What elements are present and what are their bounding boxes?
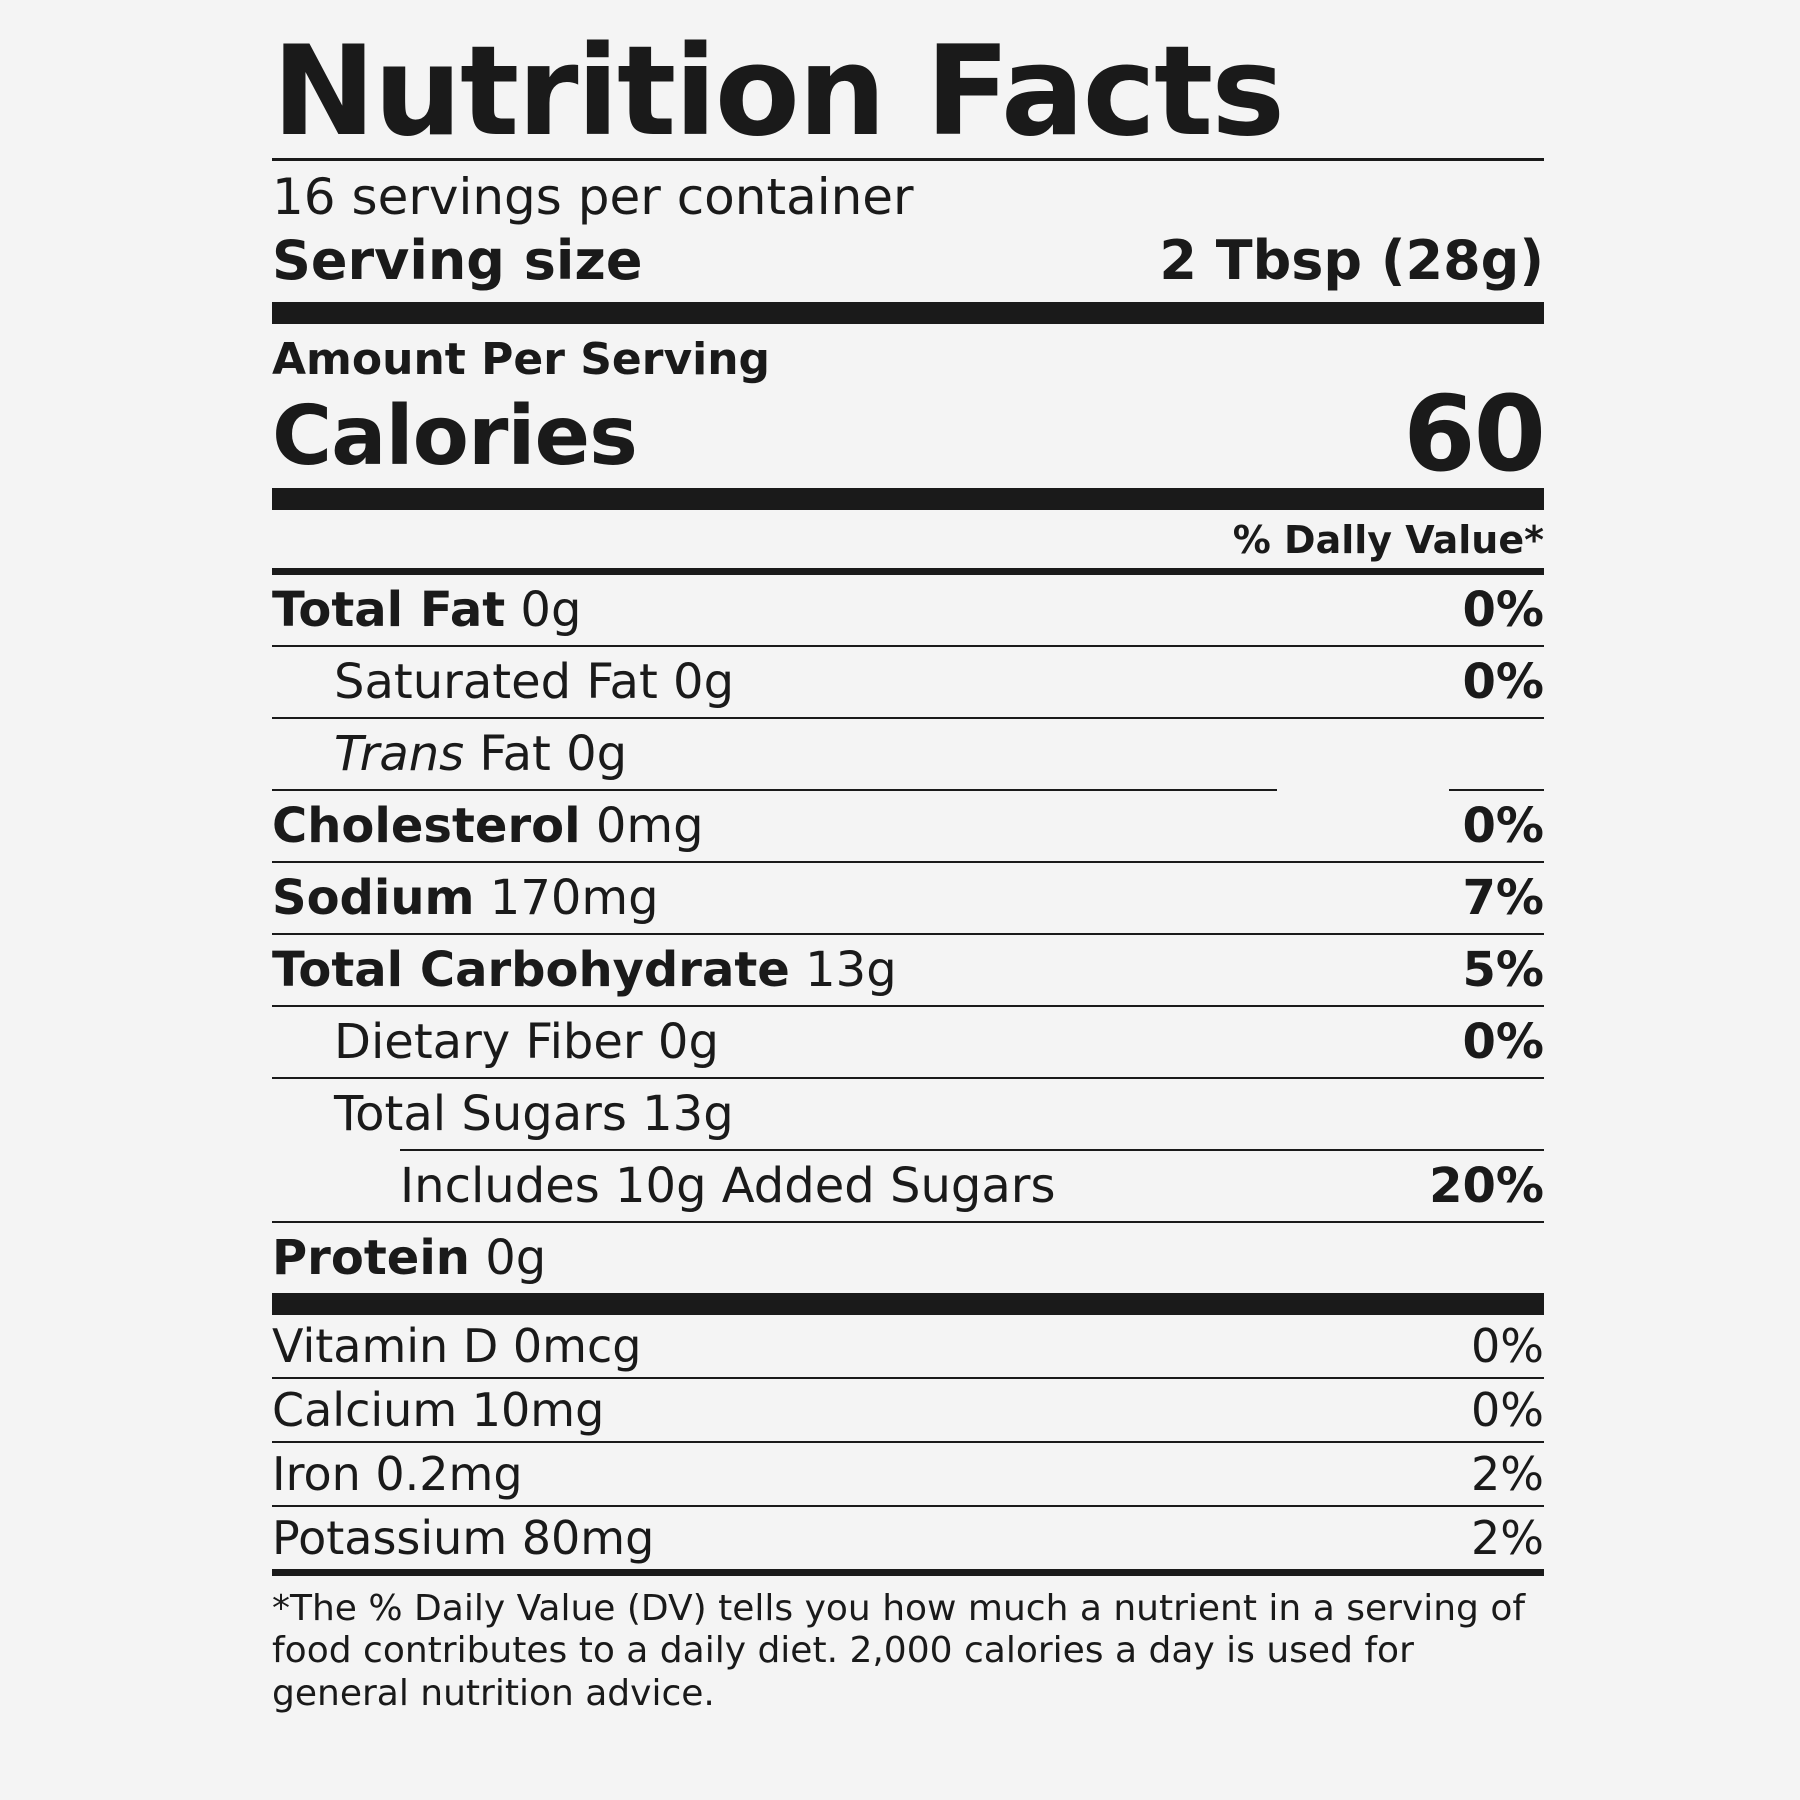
nutrient-name-protein bbox=[272, 1230, 546, 1286]
nutrient-row-protein bbox=[272, 1223, 1544, 1293]
nutrient-name-bold: Protein bbox=[272, 1229, 470, 1286]
micronutrient-name-vitamin-d: Vitamin D 0mcg bbox=[272, 1318, 642, 1373]
nutrient-name-rest: 0mg bbox=[580, 797, 704, 854]
nutrition-facts-label bbox=[272, 20, 1544, 1715]
micronutrient-pct-potassium: 2% bbox=[1471, 1510, 1544, 1565]
nutrient-name-sodium bbox=[272, 870, 659, 926]
nutrient-row-total-sugars bbox=[272, 1079, 1544, 1149]
micronutrient-pct-vitamin-d: 0% bbox=[1471, 1318, 1544, 1373]
micronutrient-row-vitamin-d bbox=[272, 1315, 1544, 1377]
nutrient-name-dietary-fiber: Dietary Fiber 0g bbox=[334, 1013, 719, 1070]
divider-row-right bbox=[1449, 789, 1544, 791]
divider-above-nutrients bbox=[272, 568, 1544, 575]
nutrient-name-bold: Cholesterol bbox=[272, 797, 581, 854]
nutrient-pct-dietary-fiber: 0% bbox=[1462, 1013, 1544, 1070]
nutrient-row-cholesterol bbox=[272, 791, 1544, 861]
nutrient-row-dietary-fiber bbox=[272, 1007, 1544, 1077]
nutrient-name-bold: Sodium bbox=[272, 869, 475, 926]
nutrient-pct-total-carbohydrate: 5% bbox=[1462, 941, 1544, 998]
label-title: Nutrition Facts bbox=[272, 20, 1284, 164]
nutrient-name-total-sugars: Total Sugars 13g bbox=[334, 1085, 734, 1142]
nutrient-name-added-sugars: Includes 10g Added Sugars bbox=[400, 1157, 1056, 1214]
micronutrient-row-iron bbox=[272, 1443, 1544, 1505]
nutrient-row-total-carbohydrate bbox=[272, 935, 1544, 1005]
trans-italic: Trans bbox=[334, 725, 465, 782]
nutrient-name-saturated-fat: Saturated Fat 0g bbox=[334, 653, 735, 710]
calories-value: 60 bbox=[1403, 373, 1544, 495]
amount-per-serving-label: Amount Per Serving bbox=[272, 334, 771, 385]
calories-label: Calories bbox=[272, 388, 637, 484]
micronutrient-pct-iron: 2% bbox=[1471, 1446, 1544, 1501]
nutrient-pct-total-fat: 0% bbox=[1462, 581, 1544, 638]
divider-row-left bbox=[272, 789, 1277, 791]
micronutrient-row-potassium bbox=[272, 1507, 1544, 1569]
nutrient-name-bold: Total Carbohydrate bbox=[272, 941, 790, 998]
nutrient-name-bold: Total Fat bbox=[272, 581, 506, 638]
nutrient-name-trans-fat bbox=[272, 726, 627, 782]
nutrient-name-rest: 0g bbox=[469, 1229, 547, 1286]
nutrient-row-saturated-fat bbox=[272, 647, 1544, 717]
nutrient-name-rest: 170mg bbox=[474, 869, 659, 926]
nutrient-row-sodium bbox=[272, 863, 1544, 933]
serving-size-value: 2 Tbsp (28g) bbox=[1159, 229, 1544, 292]
nutrient-row-added-sugars bbox=[272, 1151, 1544, 1221]
micronutrient-name-iron: Iron 0.2mg bbox=[272, 1446, 523, 1501]
nutrient-pct-saturated-fat: 0% bbox=[1462, 653, 1544, 710]
nutrient-pct-added-sugars: 20% bbox=[1429, 1157, 1544, 1214]
micronutrient-row-calcium bbox=[272, 1379, 1544, 1441]
divider-thick-top bbox=[272, 302, 1544, 324]
divider-thick-above-vitamins bbox=[272, 1293, 1544, 1315]
daily-value-header: % Dally Value* bbox=[1232, 517, 1544, 562]
nutrient-row-total-fat bbox=[272, 575, 1544, 645]
calories-row bbox=[272, 373, 1544, 495]
divider-above-footnote bbox=[272, 1569, 1544, 1576]
serving-size-label: Serving size bbox=[272, 229, 643, 292]
micronutrient-pct-calcium: 0% bbox=[1471, 1382, 1544, 1437]
nutrient-row-trans-fat bbox=[272, 719, 1544, 789]
nutrient-name-total-fat bbox=[272, 582, 581, 638]
nutrient-name-cholesterol bbox=[272, 798, 704, 854]
trans-rest: Fat 0g bbox=[464, 725, 628, 782]
nutrient-pct-cholesterol: 0% bbox=[1462, 797, 1544, 854]
micronutrient-name-calcium: Calcium 10mg bbox=[272, 1382, 605, 1437]
divider-thick-under-calories bbox=[272, 488, 1544, 510]
micronutrient-name-potassium: Potassium 80mg bbox=[272, 1510, 655, 1565]
servings-per-container: 16 servings per container bbox=[272, 168, 914, 226]
nutrient-name-rest: 13g bbox=[789, 941, 897, 998]
daily-value-footnote: *The % Daily Value (DV) tells you how much a nutrient in a serving of food contributes to a daily diet. 2,000 calories a day is used for general nutrition advice. bbox=[272, 1587, 1526, 1714]
nutrient-name-rest: 0g bbox=[505, 581, 582, 638]
nutrient-pct-sodium: 7% bbox=[1462, 869, 1544, 926]
serving-size-row bbox=[272, 227, 1544, 302]
nutrient-name-total-carbohydrate bbox=[272, 942, 897, 998]
